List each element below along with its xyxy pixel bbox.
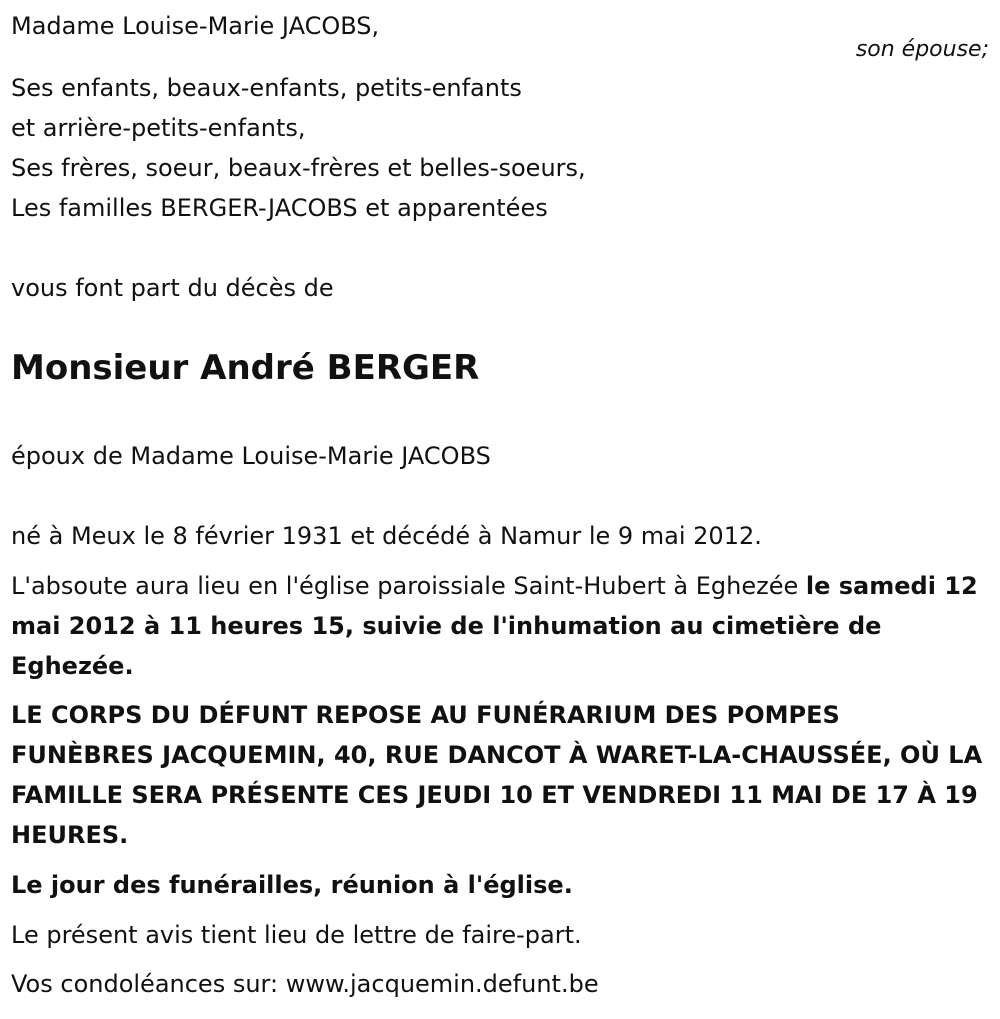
- widow-line: Madame Louise-Marie JACOBS,: [11, 12, 380, 40]
- announce-line: vous font part du décès de: [11, 274, 334, 302]
- family-line-2: et arrière-petits-enfants,: [11, 114, 306, 142]
- family-line-1: Ses enfants, beaux-enfants, petits-enfants: [11, 74, 522, 102]
- reunion-line: Le jour des funérailles, réunion à l'église.: [11, 871, 573, 899]
- absoute-regular: L'absoute aura lieu en l'église paroissiale Saint-Hubert à Eghezée: [11, 572, 806, 600]
- birth-death-line: né à Meux le 8 février 1931 et décédé à Namur le 9 mai 2012.: [11, 522, 762, 550]
- family-line-3: Ses frères, soeur, beaux-frères et belles-soeurs,: [11, 154, 586, 182]
- faire-part-line: Le présent avis tient lieu de lettre de faire-part.: [11, 921, 582, 949]
- condoleances-line: Vos condoléances sur: www.jacquemin.defunt.be: [11, 970, 599, 998]
- absoute-paragraph: [11, 566, 986, 686]
- spouse-line: époux de Madame Louise-Marie JACOBS: [11, 442, 491, 470]
- corps-notice: LE CORPS DU DÉFUNT REPOSE AU FUNÉRARIUM DES POMPES FUNÈBRES JACQUEMIN, 40, RUE DANCOT À WARET-LA-CHAUSSÉE, OÙ LA FAMILLE SERA PRÉSENTE CES JEUDI 10 ET VENDREDI 11 MAI DE 17 À 19 HEURES.: [11, 701, 983, 849]
- family-line-4: Les familles BERGER-JACOBS et apparentées: [11, 194, 548, 222]
- widow-role: son épouse;: [855, 37, 989, 62]
- absoute-bold: le samedi 12 mai 2012 à 11 heures 15, suivie de l'inhumation au cimetière de Eghezée.: [11, 572, 978, 680]
- deceased-name: Monsieur André BERGER: [11, 348, 480, 388]
